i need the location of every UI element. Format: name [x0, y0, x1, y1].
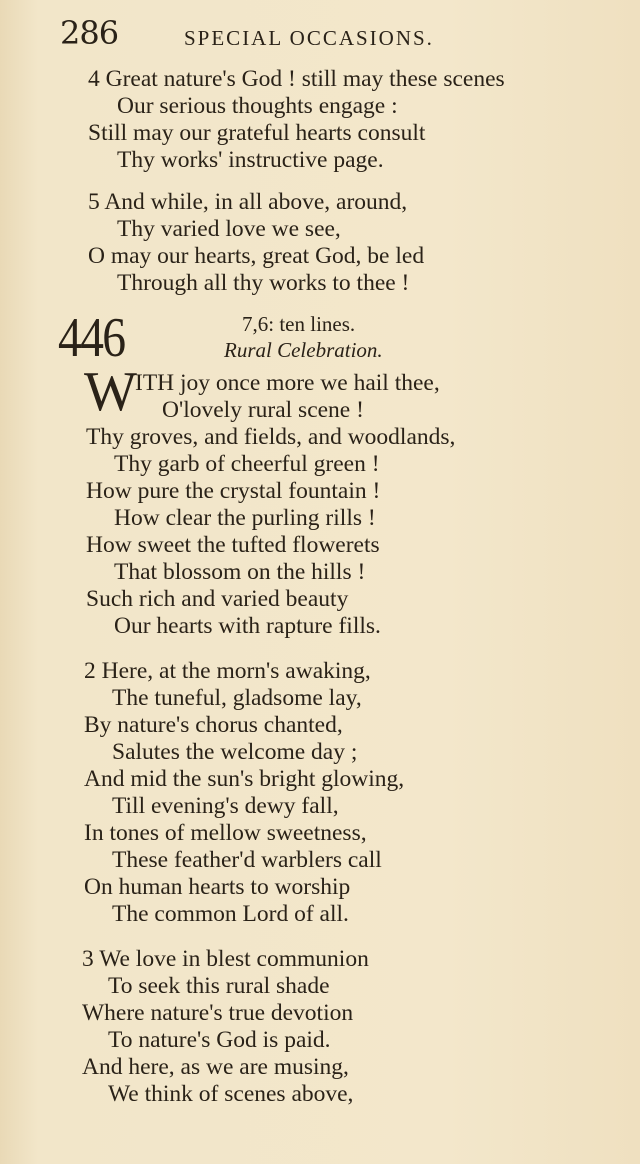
verse-line: Our hearts with rapture fills. — [114, 613, 381, 639]
verse-line: In tones of mellow sweetness, — [84, 820, 367, 846]
page-header — [60, 14, 620, 54]
verse-line: O may our hearts, great God, be led — [88, 243, 425, 269]
verse-line: And mid the sun's bright glowing, — [84, 766, 405, 792]
verse-line: To nature's God is paid. — [108, 1027, 331, 1053]
verse-line: That blossom on the hills ! — [114, 559, 366, 585]
verse-line: We think of scenes above, — [108, 1081, 354, 1107]
verse-line: Thy garb of cheerful green ! — [114, 451, 380, 477]
verse-line: The common Lord of all. — [112, 901, 349, 927]
hymn-title: Rural Celebration. — [224, 338, 383, 362]
verse-line: These feather'd warblers call — [112, 847, 382, 873]
verse-line: Where nature's true devotion — [82, 1000, 354, 1026]
running-head: SPECIAL OCCASIONS. — [184, 26, 434, 50]
verse-line: To seek this rural shade — [108, 973, 330, 999]
page-number: 286 — [60, 14, 119, 52]
verse-line: Salutes the welcome day ; — [112, 739, 358, 765]
verse-line: Thy works' instructive page. — [117, 147, 384, 173]
verse-line: Through all thy works to thee ! — [117, 270, 410, 296]
verse-line: And here, as we are musing, — [82, 1054, 349, 1080]
verse-line: Still may our grateful hearts consult — [88, 120, 426, 146]
verse-line: 5 And while, in all above, around, — [88, 189, 408, 215]
verse-line: How pure the crystal fountain ! — [86, 478, 381, 504]
verse-line: By nature's chorus chanted, — [84, 712, 343, 738]
verse-line: Thy varied love we see, — [117, 216, 341, 242]
verse-line: The tuneful, gladsome lay, — [112, 685, 362, 711]
verse-line: ITH joy once more we hail thee, — [135, 370, 440, 396]
verse-line: O'lovely rural scene ! — [162, 397, 364, 423]
verse-line: Thy groves, and fields, and woodlands, — [86, 424, 456, 450]
hymn-number: 446 — [58, 307, 125, 369]
verse-line: Our serious thoughts engage : — [117, 93, 398, 119]
verse-line: 2 Here, at the morn's awaking, — [84, 658, 371, 684]
verse-line: How clear the purling rills ! — [114, 505, 376, 531]
verse-line: Till evening's dewy fall, — [112, 793, 339, 819]
verse-line: 3 We love in blest communion — [82, 946, 369, 972]
drop-cap: W — [84, 361, 137, 423]
verse-line: How sweet the tufted flowerets — [86, 532, 380, 558]
verse-line: On human hearts to worship — [84, 874, 351, 900]
verse-line: Such rich and varied beauty — [86, 586, 349, 612]
hymn-meter: 7,6: ten lines. — [242, 312, 356, 336]
verse-line: 4 Great nature's God ! still may these scenes — [88, 66, 505, 92]
